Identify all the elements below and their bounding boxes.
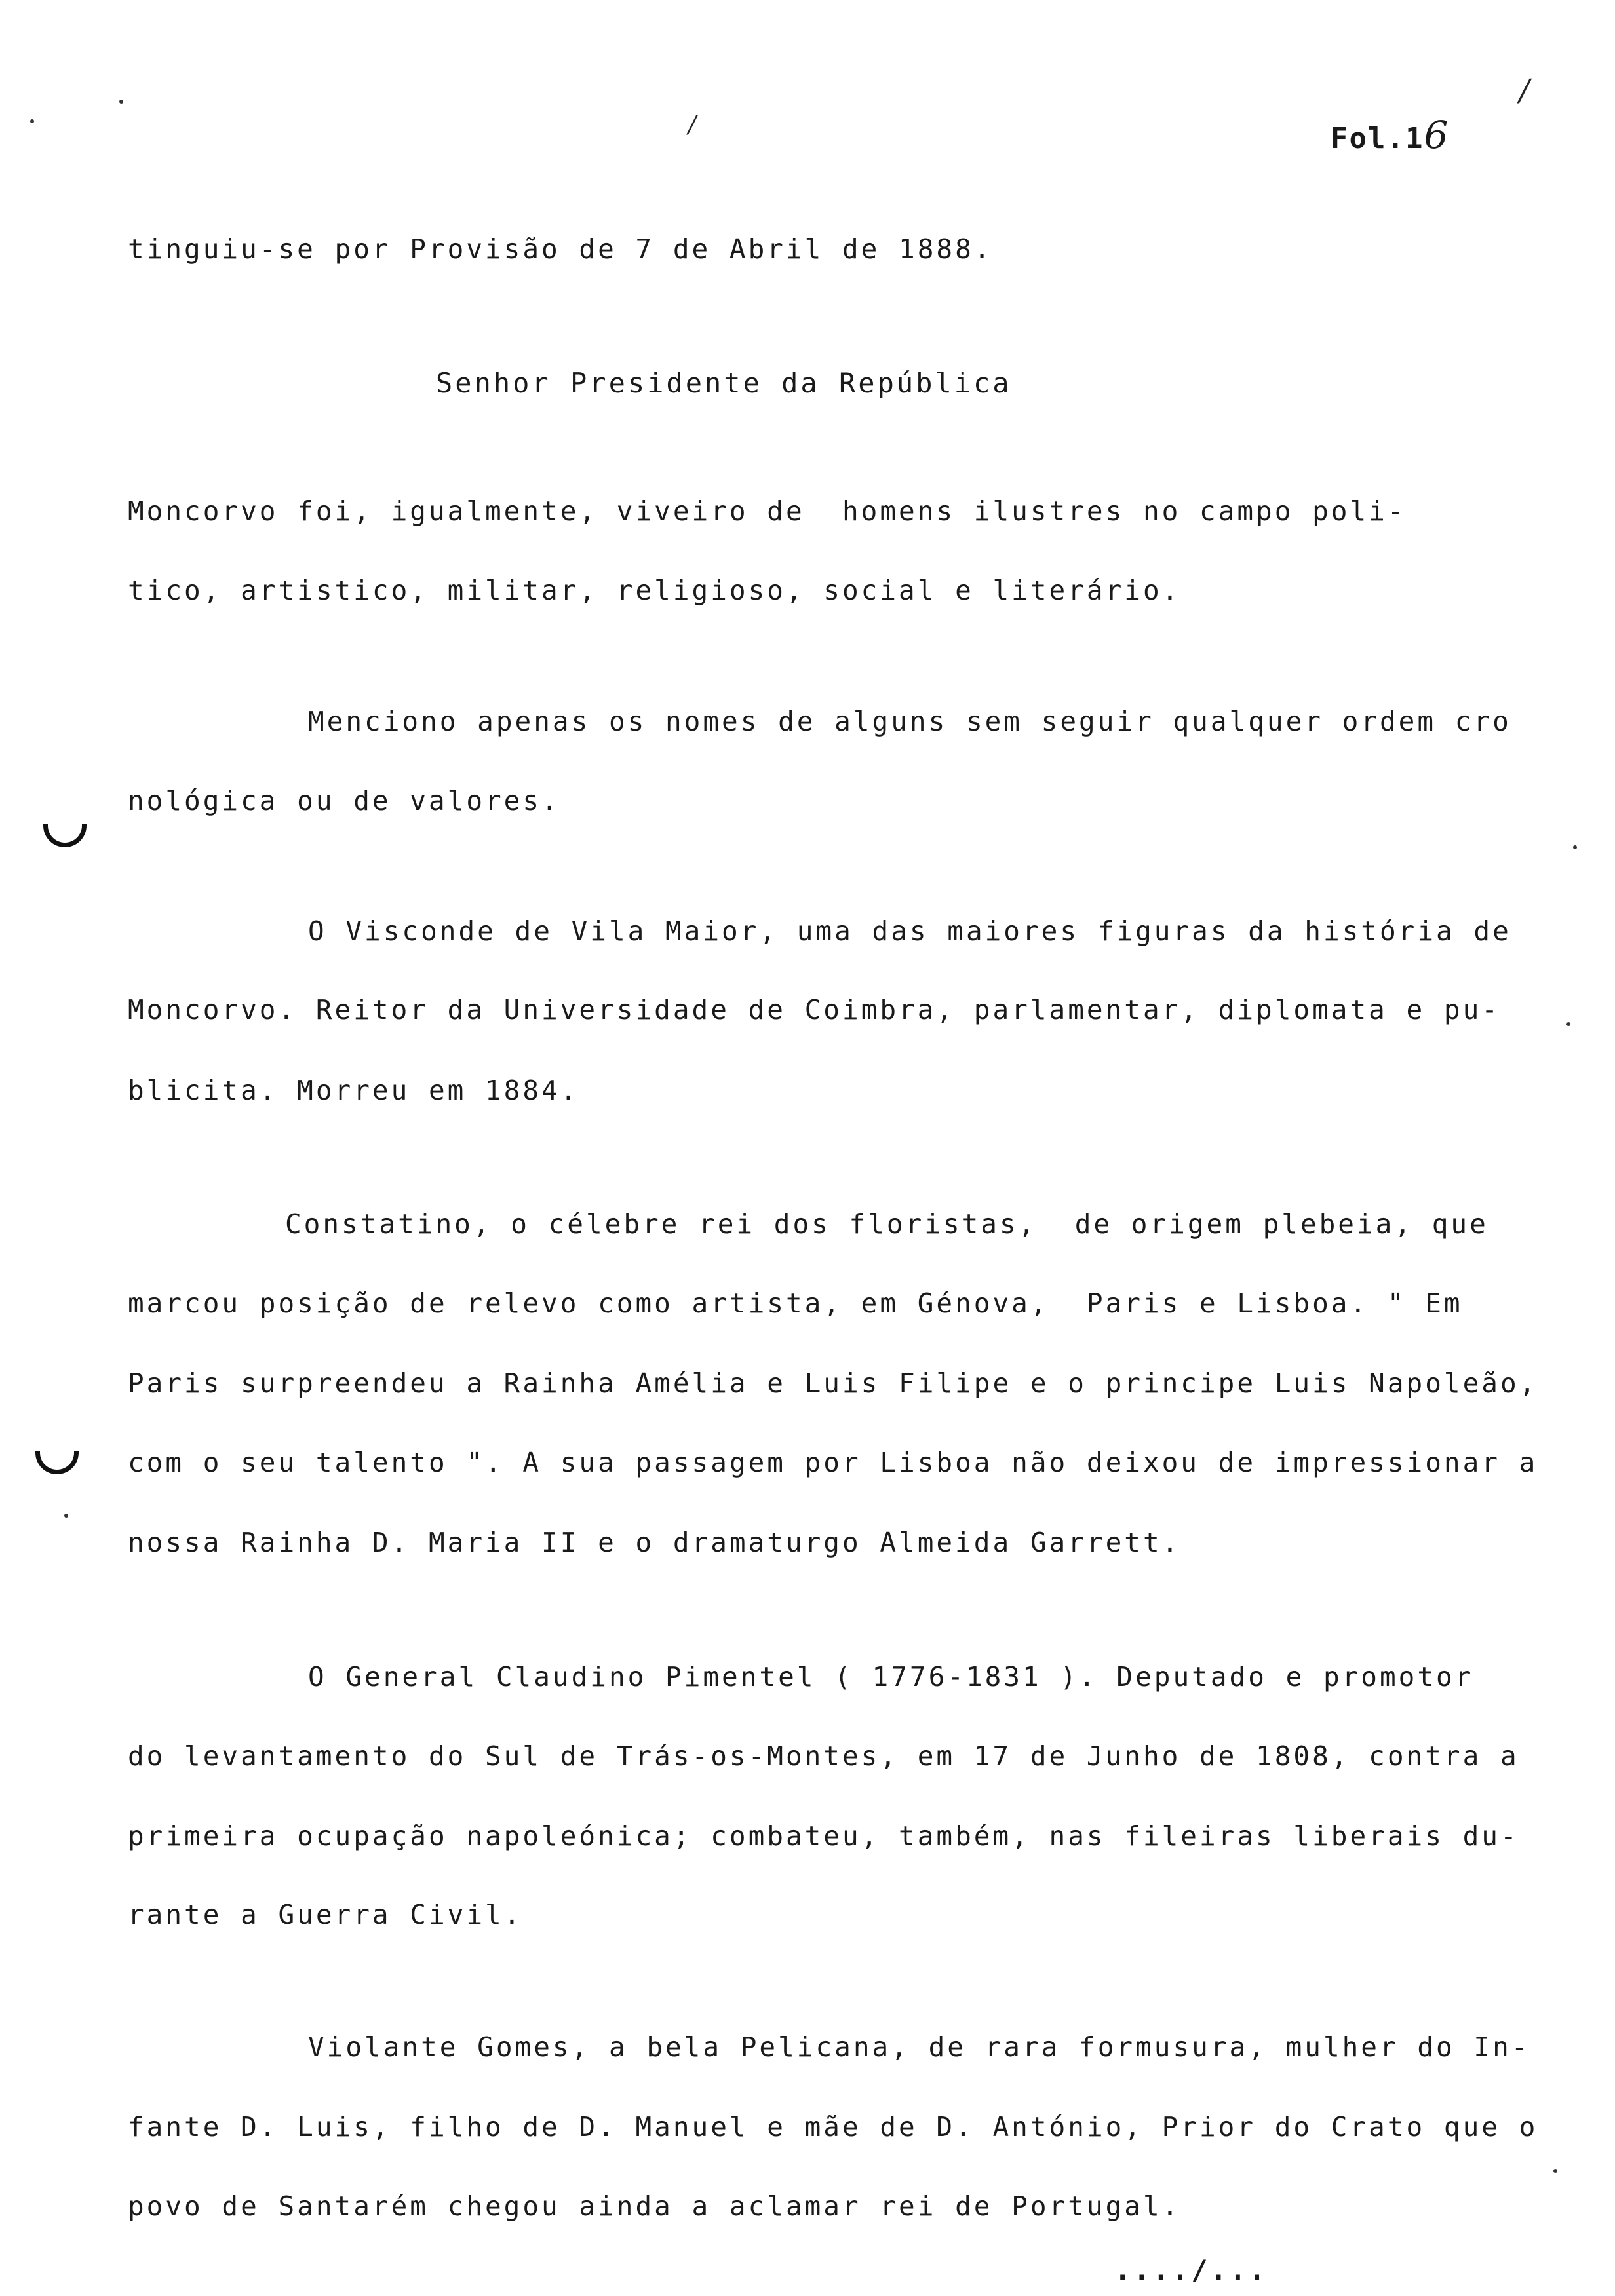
text-line-10: Constatino, o célebre rei dos floristas, de origem plebeia, que <box>285 1208 1489 1240</box>
scan-speck <box>1553 2169 1557 2173</box>
text-line-3: Moncorvo foi, igualmente, viveiro de homens ilustres no campo poli- <box>128 495 1407 527</box>
text-line-8: Moncorvo. Reitor da Universidade de Coimbra, parlamentar, diplomata e pu- <box>128 994 1500 1025</box>
text-line-11: marcou posição de relevo como artista, em Génova, Paris e Lisboa. " Em <box>128 1288 1463 1319</box>
punch-hole-mark <box>43 824 87 847</box>
text-line-1: tinguiu-se por Provisão de 7 de Abril de 1888. <box>128 233 993 265</box>
text-line-18: rante a Guerra Civil. <box>128 1899 523 1930</box>
text-line-9: blicita. Morreu em 1884. <box>128 1075 579 1106</box>
salutation-heading: Senhor Presidente da República <box>436 367 1012 399</box>
punch-hole-mark <box>35 1451 79 1474</box>
text-line-17: primeira ocupação napoleónica; combateu, também, nas fileiras liberais du- <box>128 1820 1519 1852</box>
scan-speck <box>119 100 123 104</box>
text-line-12: Paris surpreendeu a Rainha Amélia e Luis Filipe e o principe Luis Napoleão, <box>128 1368 1538 1399</box>
folio-label: Fol.1 <box>1331 122 1424 155</box>
text-line-7: O Visconde de Vila Maior, uma das maiores figuras da história de <box>308 915 1511 947</box>
text-line-16: do levantamento do Sul de Trás-os-Montes, em 17 de Junho de 1808, contra a <box>128 1740 1519 1772</box>
folio-handwritten-digit: 6 <box>1424 113 1450 157</box>
scan-speck <box>1573 845 1577 849</box>
text-line-6: nológica ou de valores. <box>128 785 560 816</box>
handwritten-tick-mark: / <box>688 111 697 138</box>
handwritten-tick-mark: / <box>1519 72 1530 107</box>
text-line-15: O General Claudino Pimentel ( 1776-1831 ). Deputado e promotor <box>308 1661 1474 1693</box>
scan-speck <box>64 1514 68 1518</box>
text-line-19: Violante Gomes, a bela Pelicana, de rara formusura, mulher do In- <box>308 2031 1530 2063</box>
text-line-20: fante D. Luis, filho de D. Manuel e mãe de D. António, Prior do Crato que o <box>128 2111 1538 2143</box>
scan-speck <box>1566 1022 1570 1026</box>
text-line-13: com o seu talento ". A sua passagem por Lisboa não deixou de impressionar a <box>128 1447 1538 1478</box>
folio-number <box>1331 113 1449 157</box>
scan-speck <box>30 119 34 123</box>
continuation-mark: ..../... <box>1114 2254 1268 2286</box>
text-line-5: Menciono apenas os nomes de alguns sem seguir qualquer ordem cro <box>308 706 1511 737</box>
text-line-14: nossa Rainha D. Maria II e o dramaturgo Almeida Garrett. <box>128 1527 1181 1558</box>
text-line-21: povo de Santarém chegou ainda a aclamar rei de Portugal. <box>128 2191 1181 2222</box>
text-line-4: tico, artistico, militar, religioso, social e literário. <box>128 575 1181 606</box>
